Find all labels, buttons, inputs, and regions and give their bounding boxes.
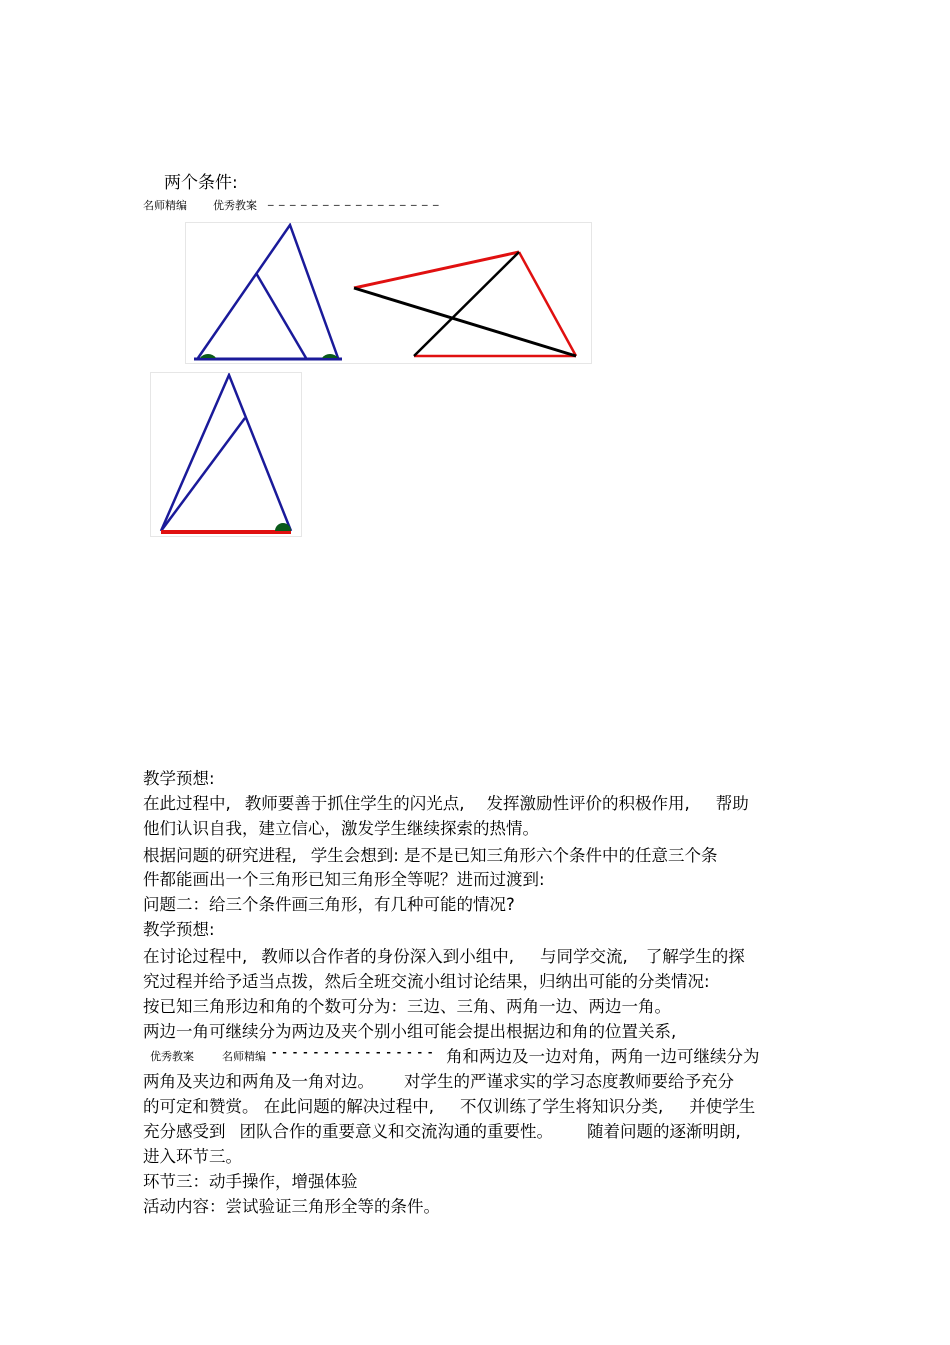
paragraph-2 xyxy=(143,791,749,816)
paragraph-10: 按已知三角形边和角的个数可分为：三边、三角、两角一边、两边一角。 xyxy=(143,997,671,1016)
paragraph-4 xyxy=(143,843,718,868)
p8-part-c: 与同学交流, xyxy=(540,947,628,966)
p2-part-c: 发挥激励性评价的积极作用, xyxy=(486,794,690,813)
paragraph-7: 教学预想: xyxy=(143,920,215,939)
paragraph-11: 两边一角可继续分为两边及夹个别小组可能会提出根据边和角的位置关系, xyxy=(143,1022,677,1041)
red-top-side xyxy=(354,252,519,288)
p15-part-c: 随着问题的逐渐明朗, xyxy=(587,1122,741,1141)
watermark-dashes: _ _ _ _ _ _ _ _ _ _ _ _ _ _ _ _ xyxy=(268,193,440,206)
paragraph-16: 进入环节三。 xyxy=(143,1147,242,1166)
section-heading: 两个条件: xyxy=(164,173,238,193)
paragraph-8 xyxy=(143,944,745,969)
triangle-bottom-svg xyxy=(151,373,301,536)
paragraph-9: 究过程并给予适当点拨，然后全班交流小组讨论结果，归纳出可能的分类情况: xyxy=(143,972,710,991)
p8-part-a: 在讨论过程中, xyxy=(143,947,248,966)
paragraph-3: 他们认识自我，建立信心，激发学生继续探索的热情。 xyxy=(143,819,539,838)
p2-part-d: 帮助 xyxy=(715,794,749,813)
p8-part-b: 教师以合作者的身份深入到小组中, xyxy=(261,947,514,966)
paragraph-12: 角和两边及一边对角，两角一边可继续分为 xyxy=(446,1047,760,1066)
paragraph-13 xyxy=(143,1069,734,1094)
p8-part-d: 了解学生的探 xyxy=(645,947,745,966)
angle-mark-left xyxy=(200,354,216,358)
p13-part-a: 两角及夹边和两角及一角对边。 xyxy=(143,1072,374,1091)
paragraph-1: 教学预想: xyxy=(143,769,215,788)
triangles-top-svg xyxy=(186,223,591,363)
paragraph-6: 问题二：给三个条件画三角形，有几种可能的情况? xyxy=(143,895,515,914)
paragraph-14 xyxy=(143,1094,755,1119)
p2-part-a: 在此过程中, xyxy=(143,794,231,813)
black-diagonal-2 xyxy=(414,252,519,356)
p13-part-b: 对学生的严谨求实的学习态度教师要给予充分 xyxy=(404,1072,734,1091)
p15-part-a: 充分感受到 xyxy=(143,1122,226,1141)
paragraph-17: 环节三：动手操作，增强体验 xyxy=(143,1172,358,1191)
watermark-right: 优秀教案 xyxy=(213,199,257,212)
p14-part-a: 的可定和赞赏。 在此问题的解决过程中, xyxy=(143,1097,434,1116)
paragraph-18: 活动内容：尝试验证三角形全等的条件。 xyxy=(143,1197,440,1216)
figure-triangle-bottom xyxy=(150,372,302,537)
figure-triangles-top xyxy=(185,222,592,364)
blue-triangle-sides xyxy=(161,375,291,531)
watermark-mid-dashes: - - - - - - - - - - - - - - - - xyxy=(272,1046,434,1059)
blue-triangle-inner-segment xyxy=(256,273,306,358)
watermark-mid-left: 优秀教案 xyxy=(150,1050,194,1063)
p14-part-c: 并使学生 xyxy=(689,1097,756,1116)
paragraph-5: 件都能画出一个三角形已知三角形全等呢？进而过渡到: xyxy=(143,870,545,889)
p4-part-b: 学生会想到: 是不是已知三角形六个条件中的任意三个条 xyxy=(310,846,718,865)
p2-part-b: 教师要善于抓住学生的闪光点, xyxy=(244,794,465,813)
black-diagonal-1 xyxy=(354,288,576,356)
p15-part-b: 团队合作的重要意义和交流沟通的重要性。 xyxy=(239,1122,553,1141)
p4-part-a: 根据问题的研究进程, xyxy=(143,846,297,865)
paragraph-15 xyxy=(143,1119,741,1144)
watermark-left: 名师精编 xyxy=(143,199,187,212)
p14-part-b: 不仅训练了学生将知识分类, xyxy=(460,1097,664,1116)
watermark-mid-right: 名师精编 xyxy=(222,1050,266,1063)
